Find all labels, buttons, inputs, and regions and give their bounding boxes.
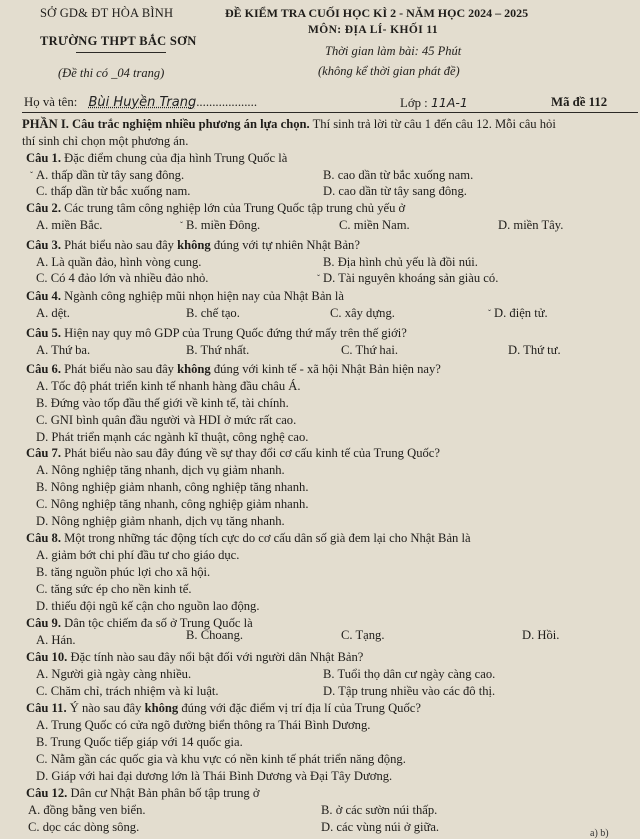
q10-option-c: C. Chăm chỉ, trách nhiệm và kỉ luật. <box>36 684 219 698</box>
q3-option-b: B. Địa hình chủ yếu là đồi núi. <box>323 255 478 269</box>
q4-option-c: C. xây dựng. <box>330 306 395 320</box>
q3-option-c: C. Có 4 đảo lớn và nhiều đảo nhỏ. <box>36 271 209 285</box>
q8-option-c: C. tăng sức ép cho nền kinh tế. <box>36 582 192 596</box>
q11-option-a: A. Trung Quốc có cửa ngõ đường biển thông ra Thái Bình Dương. <box>36 718 371 732</box>
q6-option-a: A. Tốc độ phát triển kinh tế nhanh hàng đầu châu Á. <box>36 379 301 393</box>
info-divider <box>22 112 638 113</box>
department-name: SỞ GD& ĐT HÒA BÌNH <box>40 6 174 20</box>
q4-option-d: D. điện tử. <box>494 306 548 320</box>
question-2: Câu 2. Các trung tâm công nghiệp lớn của Trung Quốc tập trung chủ yếu ở <box>26 201 406 215</box>
class-label: Lớp : <box>400 96 428 110</box>
q1-option-b: B. cao dần từ bắc xuống nam. <box>323 168 474 182</box>
pencil-tick-mark: ˇ <box>30 170 33 180</box>
q10-option-b: B. Tuổi thọ dân cư ngày càng cao. <box>323 667 496 681</box>
q1-option-c: C. thấp dần từ bắc xuống nam. <box>36 184 191 198</box>
class-row <box>400 95 468 111</box>
q7-option-a: A. Nông nghiệp tăng nhanh, dịch vụ giảm nhanh. <box>36 463 285 477</box>
q2-option-c: C. miền Nam. <box>339 218 410 232</box>
question-3: Câu 3. Phát biểu nào sau đây không đúng với tự nhiên Nhật Bản? <box>26 238 360 252</box>
q12-option-b: B. ở các sườn núi thấp. <box>321 803 438 817</box>
cutoff-fragment: a) b) <box>590 828 609 839</box>
q8-option-d: D. thiếu đội ngũ kế cận cho nguồn lao động. <box>36 599 260 613</box>
q2-option-b: B. miền Đông. <box>186 218 261 232</box>
q11-option-c: C. Nằm gần các quốc gia và khu vực có nền kinh tế phát triển năng động. <box>36 752 406 766</box>
q4-option-a: A. dệt. <box>36 306 70 320</box>
question-8: Câu 8. Một trong những tác động tích cực do cơ cấu dân số già đem lại cho Nhật Bản là <box>26 531 471 545</box>
question-12: Câu 12. Dân cư Nhật Bản phân bố tập trung ở <box>26 786 260 800</box>
duration-note: (không kể thời gian phát đề) <box>318 64 460 78</box>
q3-option-a: A. Là quần đảo, hình vòng cung. <box>36 255 202 269</box>
question-1: Câu 1. Đặc điểm chung của địa hình Trung Quốc là <box>26 151 288 165</box>
part1-instruction-cont: thí sinh chỉ chọn một phương án. <box>22 134 189 148</box>
pages-note: (Đề thi có _04 trang) <box>58 66 165 80</box>
q7-option-d: D. Nông nghiệp giảm nhanh, dịch vụ tăng nhanh. <box>36 514 285 528</box>
subject-title: MÔN: ĐỊA LÍ- KHỐI 11 <box>308 24 439 36</box>
question-6: Câu 6. Phát biểu nào sau đây không đúng với kinh tế - xã hội Nhật Bản hiện nay? <box>26 362 441 376</box>
q4-option-b: B. chế tạo. <box>186 306 240 320</box>
q3-option-d: D. Tài nguyên khoáng sản giàu có. <box>323 271 499 285</box>
exam-duration: Thời gian làm bài: 45 Phút <box>325 44 462 58</box>
q2-option-a: A. miền Bắc. <box>36 218 103 232</box>
q9-option-d: D. Hồi. <box>522 628 560 642</box>
part1-heading <box>22 117 556 132</box>
name-dots: ................... <box>196 95 258 109</box>
q10-option-a: A. Người già ngày càng nhiều. <box>36 667 192 681</box>
question-11: Câu 11. Ý nào sau đây không đúng với đặc điểm vị trí địa lí của Trung Quốc? <box>26 701 421 715</box>
q7-option-c: C. Nông nghiệp tăng nhanh, công nghiệp giảm nhanh. <box>36 497 309 511</box>
q10-option-d: D. Tập trung nhiều vào các đô thị. <box>323 684 496 698</box>
q9-option-a: A. Hán. <box>36 633 76 647</box>
q9-option-b: B. Choang. <box>186 628 244 642</box>
question-10: Câu 10. Đặc tính nào sau đây nổi bật đối với người dân Nhật Bản? <box>26 650 364 664</box>
q6-option-c: C. GNI bình quân đầu người và HDI ở mức rất cao. <box>36 413 297 427</box>
q1-option-a: A. thấp dần từ tây sang đông. <box>36 168 185 182</box>
exam-code: Mã đề 112 <box>551 95 608 109</box>
q8-option-b: B. tăng nguồn phúc lợi cho xã hội. <box>36 565 211 579</box>
q11-option-b: B. Trung Quốc tiếp giáp với 14 quốc gia. <box>36 735 243 749</box>
q9-option-c: C. Tạng. <box>341 628 385 642</box>
pencil-tick-mark: ˇ <box>488 308 491 318</box>
pencil-tick-mark: ˇ <box>317 273 320 283</box>
q8-option-a: A. giảm bớt chi phí đầu tư cho giáo dục. <box>36 548 240 562</box>
exam-title: ĐỀ KIỂM TRA CUỐI HỌC KÌ 2 - NĂM HỌC 2024 – 2025 <box>225 6 529 20</box>
school-name: TRƯỜNG THPT BẮC SƠN <box>40 34 197 48</box>
q5-option-c: C. Thứ hai. <box>341 343 398 357</box>
pencil-tick-mark: ˇ <box>180 220 183 230</box>
school-underline <box>76 52 166 53</box>
q12-option-d: D. các vùng núi ở giữa. <box>321 820 440 834</box>
q1-option-d: D. cao dần từ tây sang đông. <box>323 184 467 198</box>
q5-option-a: A. Thứ ba. <box>36 343 91 357</box>
q6-option-d: D. Phát triển mạnh các ngành kĩ thuật, công nghệ cao. <box>36 430 309 444</box>
class-handwritten: 11A-1 <box>430 95 468 110</box>
student-name-row <box>24 95 257 110</box>
q2-option-d: D. miền Tây. <box>498 218 564 232</box>
q7-option-b: B. Nông nghiệp giảm nhanh, công nghiệp tăng nhanh. <box>36 480 309 494</box>
part1-instruction: Thí sinh trả lời từ câu 1 đến câu 12. Mỗi câu hỏi <box>312 117 556 131</box>
q6-option-b: B. Đứng vào tốp đầu thế giới về kinh tế, tài chính. <box>36 396 289 410</box>
q5-option-d: D. Thứ tư. <box>508 343 561 357</box>
q5-option-b: B. Thứ nhất. <box>186 343 250 357</box>
q12-option-a: A. đồng bằng ven biển. <box>28 803 146 817</box>
question-4: Câu 4. Ngành công nghiệp mũi nhọn hiện nay của Nhật Bản là <box>26 289 344 303</box>
part1-title: PHẦN I. Câu trắc nghiệm nhiều phương án lựa chọn. <box>22 117 310 131</box>
student-name-handwritten: Bùi Huyền Trang <box>88 95 197 110</box>
question-7: Câu 7. Phát biểu nào sau đây đúng về sự thay đổi cơ cấu kinh tế của Trung Quốc? <box>26 446 440 460</box>
q12-option-c: C. dọc các dòng sông. <box>28 820 140 834</box>
question-5: Câu 5. Hiện nay quy mô GDP của Trung Quốc đứng thứ mấy trên thế giới? <box>26 326 407 340</box>
q11-option-d: D. Giáp với hai đại dương lớn là Thái Bình Dương và Đại Tây Dương. <box>36 769 393 783</box>
name-label: Họ và tên: <box>24 95 78 109</box>
question-9: Câu 9. Dân tộc chiếm đa số ở Trung Quốc là <box>26 616 253 630</box>
